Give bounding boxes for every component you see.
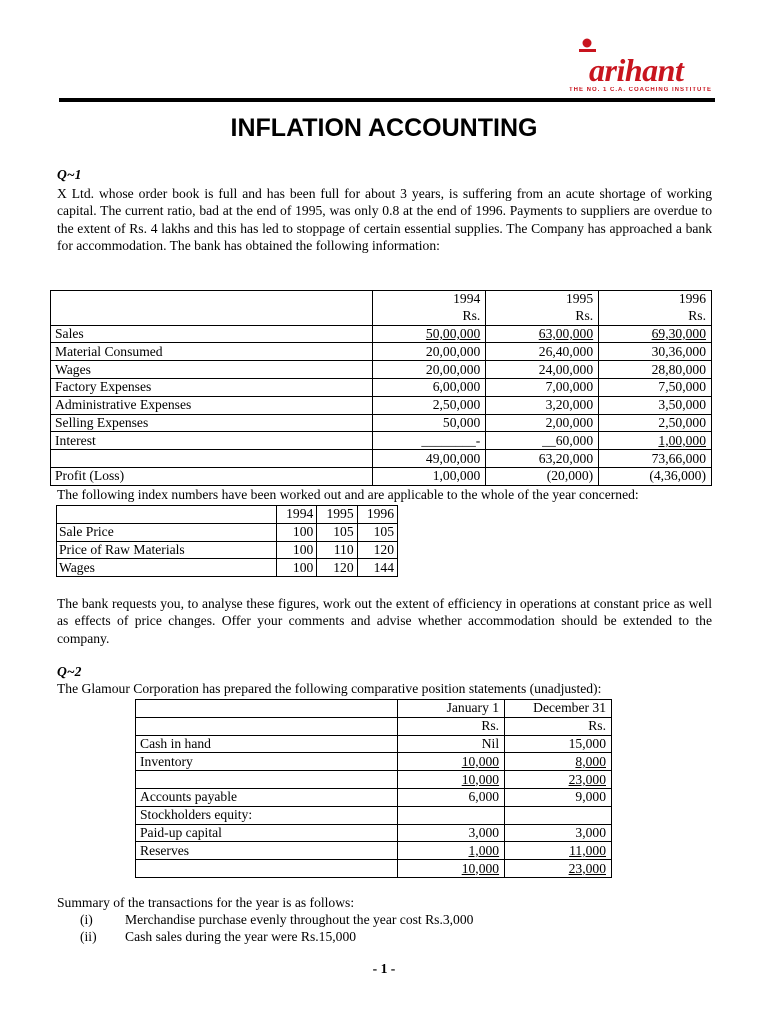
- row-label: Paid-up capital: [136, 824, 398, 842]
- table-row: [57, 523, 398, 541]
- row-value: 1,00,000: [373, 467, 486, 485]
- date-header: December 31: [505, 700, 612, 718]
- row-value: (4,36,000): [599, 467, 712, 485]
- row-value: Nil: [398, 735, 505, 753]
- currency-header: Rs.: [486, 308, 599, 325]
- table-row: [136, 753, 612, 771]
- table-row: [57, 541, 398, 559]
- row-value: 6,000: [398, 788, 505, 806]
- row-value: 1,00,000: [658, 432, 706, 448]
- row-value: [398, 806, 505, 824]
- row-label: Wages: [51, 361, 373, 379]
- row-value: 50,000: [373, 414, 486, 432]
- row-value: 63,20,000: [486, 450, 599, 468]
- row-value: 73,66,000: [599, 450, 712, 468]
- row-value: 144: [357, 559, 397, 577]
- row-label: Cash in hand: [136, 735, 398, 753]
- row-value: 2,50,000: [373, 396, 486, 414]
- row-value: 23,000: [568, 860, 606, 876]
- row-label: Factory Expenses: [51, 378, 373, 396]
- row-value: 8,000: [575, 753, 606, 769]
- row-value: 49,00,000: [373, 450, 486, 468]
- row-value: 3,50,000: [599, 396, 712, 414]
- row-value: ________-: [373, 432, 486, 450]
- row-value: 63,00,000: [538, 325, 594, 341]
- row-value: 3,000: [505, 824, 612, 842]
- list-item-number: (i): [80, 912, 93, 927]
- row-value: 20,00,000: [373, 343, 486, 361]
- table-cell: [136, 700, 398, 718]
- table-total-row: [136, 771, 612, 789]
- q2-position-table: [135, 699, 612, 878]
- table-row: [51, 467, 712, 485]
- header-rule: [59, 98, 715, 102]
- year-header: 1994: [276, 506, 316, 524]
- row-label: Interest: [51, 432, 373, 450]
- table-row: [57, 559, 398, 577]
- table-cell: [136, 717, 398, 735]
- row-label: Price of Raw Materials: [57, 541, 277, 559]
- row-value: 50,00,000: [425, 325, 481, 341]
- row-value: 105: [357, 523, 397, 541]
- row-value: 11,000: [569, 842, 606, 858]
- table-header-row: [136, 717, 612, 735]
- year-header: 1995: [486, 291, 599, 308]
- table-total-row: [51, 450, 712, 468]
- row-label: Reserves: [136, 842, 398, 860]
- row-value: 20,00,000: [373, 361, 486, 379]
- row-value: 10,000: [461, 753, 500, 769]
- table-row: [136, 788, 612, 806]
- logo-text: arihant: [589, 52, 684, 88]
- row-value: 24,00,000: [486, 361, 599, 379]
- row-value: 69,30,000: [651, 325, 706, 341]
- list-item: Cash sales during the year were Rs.15,000: [125, 929, 357, 944]
- row-label: Wages: [57, 559, 277, 577]
- q1-intro: X Ltd. whose order book is full and has been full for about 3 years, is suffering from an acute shortage of working capital. The current ratio, bad at the end of 1995, was only 0.8 at the end of 1996. Payments to suppliers are overdue to the extent of Rs. 4 lakhs and this has led to stoppage of certain essential supplies. The Company has approached a bank for accommodation. The bank has obtained the following information:: [57, 186, 712, 254]
- row-value: 100: [276, 523, 316, 541]
- page-number: - 1 -: [372, 961, 396, 976]
- row-value: [505, 806, 612, 824]
- row-value: 110: [317, 541, 357, 559]
- table-row: [51, 396, 712, 414]
- year-header: 1996: [599, 291, 712, 308]
- table-row: [51, 414, 712, 432]
- row-value: __60,000: [486, 432, 599, 450]
- table-row: [51, 325, 712, 343]
- row-label: Accounts payable: [136, 788, 398, 806]
- q2-intro: The Glamour Corporation has prepared the following comparative position statements (unadjusted):: [57, 681, 602, 696]
- row-value: 30,36,000: [599, 343, 712, 361]
- row-value: 15,000: [505, 735, 612, 753]
- page-title: INFLATION ACCOUNTING: [230, 114, 538, 142]
- row-label: [136, 771, 398, 789]
- table-row: [136, 842, 612, 860]
- q1-index-table: [56, 505, 398, 577]
- row-value: 10,000: [461, 860, 500, 876]
- row-value: 120: [357, 541, 397, 559]
- q2-summary-intro: Summary of the transactions for the year is as follows:: [57, 895, 355, 910]
- row-label: Selling Expenses: [51, 414, 373, 432]
- table-row: [136, 806, 612, 824]
- table-row: [136, 735, 612, 753]
- row-label: [136, 860, 398, 878]
- table-cell: [51, 291, 373, 326]
- table-row: [51, 378, 712, 396]
- q2-label: Q~2: [57, 664, 82, 679]
- table-row: [51, 343, 712, 361]
- date-header: January 1: [398, 700, 505, 718]
- year-header: 1994: [373, 291, 486, 308]
- row-value: 26,40,000: [486, 343, 599, 361]
- row-value: 9,000: [505, 788, 612, 806]
- table-row: [136, 824, 612, 842]
- row-label: Sales: [51, 325, 373, 343]
- row-value: 100: [276, 559, 316, 577]
- row-value: 10,000: [461, 771, 500, 787]
- row-label: Profit (Loss): [51, 467, 373, 485]
- row-value: 23,000: [568, 771, 606, 787]
- currency-header: Rs.: [599, 308, 712, 325]
- table-row: [51, 432, 712, 450]
- row-label: Sale Price: [57, 523, 277, 541]
- row-value: 7,50,000: [599, 378, 712, 396]
- list-item-number: (ii): [80, 929, 97, 944]
- q1-request: The bank requests you, to analyse these figures, work out the extent of efficiency in operations at constant price as well as effects of price changes. Offer your comments and advise whether accommodation should be extended to the company.: [57, 596, 712, 646]
- row-label: Material Consumed: [51, 343, 373, 361]
- table-cell: [57, 506, 277, 524]
- row-label: [51, 450, 373, 468]
- q1-label: Q~1: [57, 167, 82, 182]
- row-label: Stockholders equity:: [136, 806, 398, 824]
- year-header: 1995: [317, 506, 357, 524]
- list-item: Merchandise purchase evenly throughout the year cost Rs.3,000: [125, 912, 474, 927]
- row-label: Inventory: [136, 753, 398, 771]
- table-header-row: [51, 291, 712, 308]
- year-header: 1996: [357, 506, 397, 524]
- row-label: Administrative Expenses: [51, 396, 373, 414]
- row-value: 120: [317, 559, 357, 577]
- q1-financial-table: [50, 290, 712, 486]
- table-total-row: [136, 860, 612, 878]
- row-value: (20,000): [486, 467, 599, 485]
- table-row: [51, 361, 712, 379]
- row-value: 2,50,000: [599, 414, 712, 432]
- row-value: 100: [276, 541, 316, 559]
- currency-header: Rs.: [505, 717, 612, 735]
- row-value: 28,80,000: [599, 361, 712, 379]
- arihant-logo: [567, 38, 717, 96]
- currency-header: Rs.: [398, 717, 505, 735]
- currency-header: Rs.: [373, 308, 486, 325]
- table-header-row: [57, 506, 398, 524]
- row-value: 2,00,000: [486, 414, 599, 432]
- row-value: 105: [317, 523, 357, 541]
- q1-index-intro: The following index numbers have been worked out and are applicable to the whole of the year concerned:: [57, 487, 639, 502]
- logo-tagline: THE NO. 1 C.A. COACHING INSTITUTE: [569, 87, 713, 93]
- row-value: 3,000: [398, 824, 505, 842]
- row-value: 7,00,000: [486, 378, 599, 396]
- row-value: 1,000: [468, 842, 500, 858]
- row-value: 3,20,000: [486, 396, 599, 414]
- logo-wordmark: [589, 52, 683, 89]
- table-header-row: [136, 700, 612, 718]
- row-value: 6,00,000: [373, 378, 486, 396]
